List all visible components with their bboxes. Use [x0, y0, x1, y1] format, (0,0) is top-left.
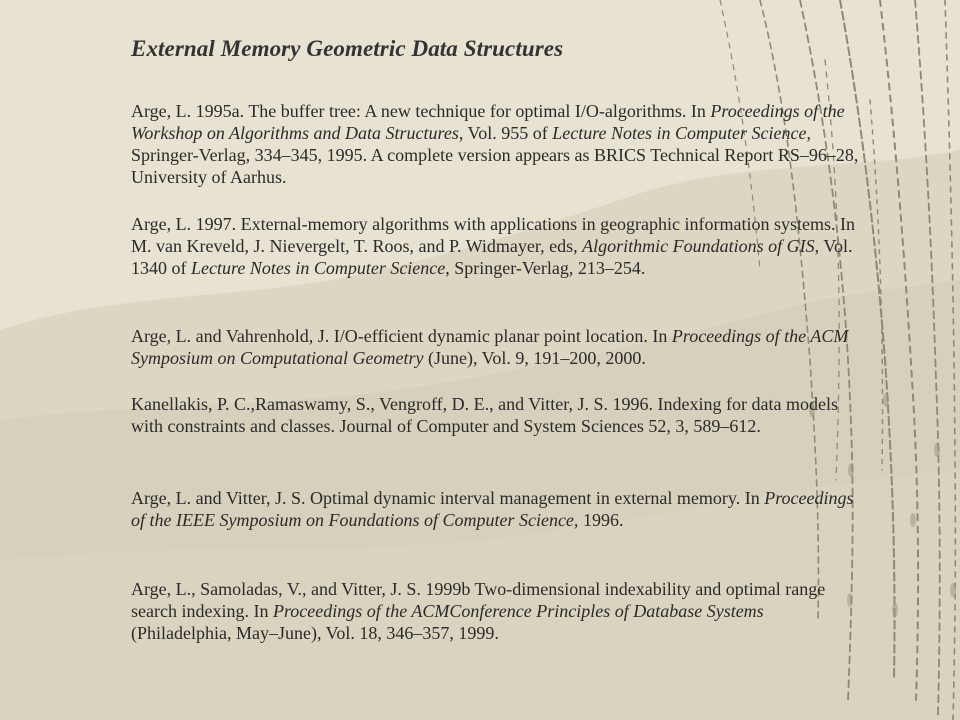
- reference-1: Arge, L. 1995a. The buffer tree: A new technique for optimal I/O-algorithms. In Proceedings of the Workshop on Algorithms and Data Structures, Vol. 955 of Lecture Notes in Computer Science, Springer-Verlag, 334–345, 1995. A complete version appears as BRICS Technical Report RS–96–28, University of Aarhus.: [131, 101, 859, 187]
- slide-title: External Memory Geometric Data Structures: [131, 36, 564, 61]
- reference-3: Arge, L. and Vahrenhold, J. I/O-efficient dynamic planar point location. In Proceedings of the ACM Symposium on Computational Geometry (June), Vol. 9, 191–200, 2000.: [131, 326, 849, 368]
- reference-5: Arge, L. and Vitter, J. S. Optimal dynamic interval management in external memory. In Proceedings of the IEEE Symposium on Foundations of Computer Science, 1996.: [131, 488, 854, 530]
- reference-4: Kanellakis, P. C.,Ramaswamy, S., Vengroff, D. E., and Vitter, J. S. 1996. Indexing for data models with constraints and classes. Journal of Computer and System Sciences 52, 3, 589–612.: [131, 394, 838, 436]
- reference-2: Arge, L. 1997. External-memory algorithms with applications in geographic information systems. In M. van Kreveld, J. Nievergelt, T. Roos, and P. Widmayer, eds, Algorithmic Foundations of GIS, Vol. 1340 of Lecture Notes in Computer Science, Springer-Verlag, 213–254.: [131, 214, 856, 278]
- reference-6: Arge, L., Samoladas, V., and Vitter, J. S. 1999b Two-dimensional indexability and optimal range search indexing. In Proceedings of the ACMConference Principles of Database Systems (Philadelphia, May–June), Vol. 18, 346–357, 1999.: [131, 579, 826, 643]
